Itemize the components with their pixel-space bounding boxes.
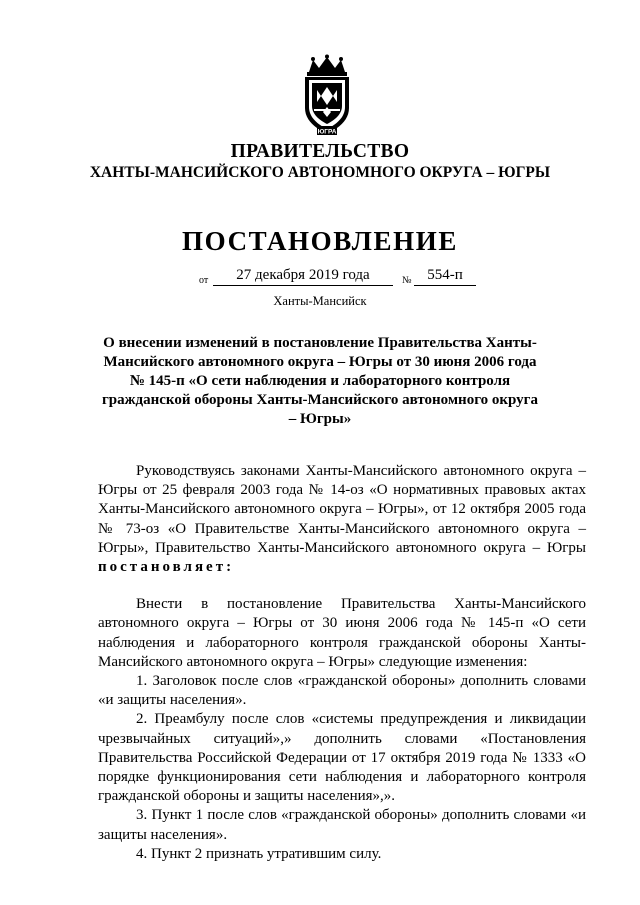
document-date: 27 декабря 2019 года (213, 266, 393, 286)
preamble-paragraph (98, 462, 586, 577)
region-name: ХАНТЫ-МАНСИЙСКОГО АВТОНОМНОГО ОКРУГА – ЮГРЫ (89, 164, 551, 181)
item-paragraph: 3. Пункт 1 после слов «гражданской обороны» дополнить словами «и защиты населения». (98, 807, 586, 843)
emblem-caption: ЮГРА (317, 128, 337, 136)
government-title: ПРАВИТЕЛЬСТВО (230, 141, 410, 162)
item-paragraph: 1. Заголовок после слов «гражданской обороны» дополнить словами «и защиты населения». (98, 673, 586, 709)
resolves-word: постановляет: (98, 559, 235, 576)
document-place: Ханты-Мансийск (273, 294, 367, 308)
coat-of-arms-emblem-icon (295, 54, 359, 140)
item-paragraph: 2. Преамбулу после слов «системы предупреждения и ликвидации чрезвычайных ситуаций»,» дополнить словами «Постановления Правительства Российской Федерации от 17 октября 2019 года № 1333 «О порядке функционирования сети наблюдения и лабораторного контроля гражданской обороны и защиты населения»,». (98, 711, 586, 805)
date-number-line (0, 265, 640, 289)
item-paragraph: 4. Пункт 2 признать утратившим силу. (136, 845, 382, 862)
intro-paragraph: Внести в постановление Правительства Ханты-Мансийского автономного округа – Югры от 30 июня 2006 года № 145-п «О сети наблюдения и лабораторного контроля гражданской обороны Ханты-Мансийского автономного округа – Югры» следующие изменения: (98, 596, 586, 670)
document-type: ПОСТАНОВЛЕНИЕ (182, 226, 458, 256)
preamble-text: Руководствуясь законами Ханты-Мансийского автономного округа – Югры от 25 февраля 2003 года № 14-оз «О нормативных правовых актах Ханты-Мансийского автономного округа – Югры», от 12 октября 2005 года № 73-оз «О Правительстве Ханты-Мансийского автономного округа – Югры», Правительство Ханты-Мансийского автономного округа – Югры (98, 463, 586, 556)
document-title: О внесении изменений в постановление Правительства Ханты-Мансийского автономного округа – Югры от 30 июня 2006 года № 145-п «О сети наблюдения и лабораторного контроля гражданской обороны Ханты-Мансийского автономного округа – Югры» (102, 335, 538, 427)
document-body (98, 462, 586, 864)
number-label: № (402, 275, 412, 286)
date-label: от (199, 275, 209, 286)
document-number: 554-п (414, 266, 476, 286)
